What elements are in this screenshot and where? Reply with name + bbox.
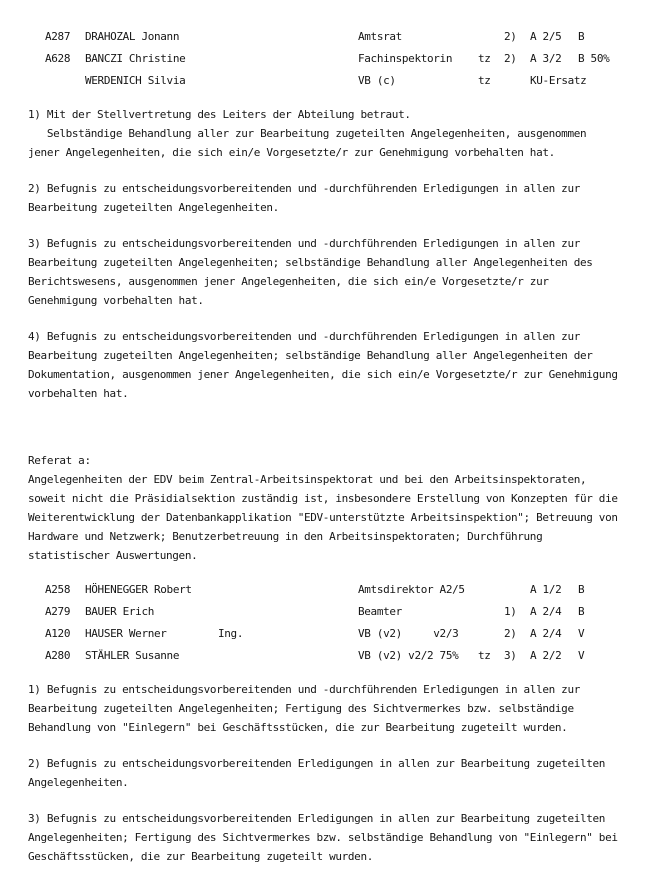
footnote-paragraph-5 bbox=[28, 680, 628, 737]
staff-code: A258 bbox=[45, 583, 71, 596]
staff-title: Amtsrat bbox=[358, 30, 402, 43]
text-line: 3) Befugnis zu entscheidungsvorbereitenden und -durchführenden Erledigungen in allen zur bbox=[28, 237, 580, 250]
staff-tz bbox=[478, 601, 504, 623]
text-line: Angelegenheiten. bbox=[28, 776, 129, 789]
staff-name: BANCZI Christine bbox=[85, 52, 186, 65]
staff-extra bbox=[218, 579, 358, 601]
text-line: 4) Befugnis zu entscheidungsvorbereitenden und -durchführenden Erledigungen in allen zur bbox=[28, 330, 580, 343]
staff-code: A280 bbox=[45, 649, 71, 662]
staff-grade: A 1/2 bbox=[530, 583, 562, 596]
staff-name: WERDENICH Silvia bbox=[85, 74, 186, 87]
staff-extra bbox=[218, 48, 358, 70]
footnote-paragraph-7 bbox=[28, 809, 628, 866]
staff-title: VB (c) bbox=[358, 74, 396, 87]
staff-table-top bbox=[45, 26, 628, 92]
staff-category bbox=[578, 70, 628, 92]
text-line: Angelegenheiten der EDV beim Zentral-Arbeitsinspektorat und bei den Arbeitsinspektoraten, bbox=[28, 473, 587, 486]
text-line: jener Angelegenheiten, die sich ein/e Vorgesetzte/r zur Genehmigung vorbehalten hat. bbox=[28, 146, 555, 159]
footnote-paragraph-3 bbox=[28, 234, 628, 310]
staff-name: HÖHENEGGER Robert bbox=[85, 583, 192, 596]
staff-grade: A 2/4 bbox=[530, 627, 562, 640]
staff-tz: tz bbox=[478, 74, 491, 87]
staff-row bbox=[45, 623, 628, 645]
referat-heading: Referat a: bbox=[28, 454, 91, 467]
staff-note bbox=[504, 70, 530, 92]
text-line: 1) Mit der Stellvertretung des Leiters der Abteilung betraut. bbox=[28, 108, 411, 121]
staff-category: B 50% bbox=[578, 52, 610, 65]
staff-grade: KU-Ersatz bbox=[530, 74, 587, 87]
staff-note: 2) bbox=[504, 30, 517, 43]
text-line: Geschäftsstücken, die zur Bearbeitung zugeteilt wurden. bbox=[28, 850, 373, 863]
staff-name: BAUER Erich bbox=[85, 605, 154, 618]
footnote-paragraph-2 bbox=[28, 179, 628, 217]
text-line: Hardware und Netzwerk; Benutzerbetreuung in den Arbeitsinspektoraten; Durchführung bbox=[28, 530, 543, 543]
staff-category: V bbox=[578, 627, 585, 640]
text-line: 2) Befugnis zu entscheidungsvorbereitenden Erledigungen in allen zur Bearbeitung zugeteilten bbox=[28, 757, 606, 770]
staff-note: 2) bbox=[504, 52, 517, 65]
staff-name: HAUSER Werner bbox=[85, 627, 167, 640]
staff-title: VB (v2) v2/3 bbox=[358, 627, 459, 640]
staff-title: Fachinspektorin bbox=[358, 52, 453, 65]
staff-tz bbox=[478, 623, 504, 645]
staff-tz: tz bbox=[478, 649, 491, 662]
staff-extra bbox=[218, 26, 358, 48]
staff-category: B bbox=[578, 583, 585, 596]
staff-table-bottom bbox=[45, 579, 628, 667]
staff-extra bbox=[218, 70, 358, 92]
text-line: Bearbeitung zugeteilten Angelegenheiten. bbox=[28, 201, 279, 214]
staff-row bbox=[45, 26, 628, 48]
staff-grade: A 2/4 bbox=[530, 605, 562, 618]
staff-name: DRAHOZAL Jonann bbox=[85, 30, 180, 43]
referat-section bbox=[28, 451, 628, 565]
staff-code: A628 bbox=[45, 52, 71, 65]
staff-title: Beamter bbox=[358, 605, 402, 618]
staff-code: A287 bbox=[45, 30, 71, 43]
staff-extra bbox=[218, 645, 358, 667]
staff-note: 2) bbox=[504, 627, 517, 640]
text-line: Selbständige Behandlung aller zur Bearbeitung zugeteilten Angelegenheiten, ausgenommen bbox=[28, 127, 587, 140]
text-line: Bearbeitung zugeteilten Angelegenheiten; Fertigung des Sichtvermerkes bzw. selbständige bbox=[28, 702, 574, 715]
staff-grade: A 2/2 bbox=[530, 649, 562, 662]
staff-grade: A 2/5 bbox=[530, 30, 562, 43]
staff-note: 3) bbox=[504, 649, 517, 662]
footnote-paragraph-6 bbox=[28, 754, 628, 792]
staff-category: B bbox=[578, 605, 585, 618]
footnote-paragraph-1 bbox=[28, 105, 628, 162]
text-line: 3) Befugnis zu entscheidungsvorbereitenden Erledigungen in allen zur Bearbeitung zugeteilten bbox=[28, 812, 606, 825]
staff-category: B bbox=[578, 30, 585, 43]
text-line: Bearbeitung zugeteilten Angelegenheiten; selbständige Behandlung aller Angelegenheiten der bbox=[28, 349, 593, 362]
footnote-paragraph-4 bbox=[28, 327, 628, 403]
staff-row bbox=[45, 70, 628, 92]
staff-row bbox=[45, 48, 628, 70]
staff-row bbox=[45, 579, 628, 601]
staff-row bbox=[45, 601, 628, 623]
staff-title: Amtsdirektor A2/5 bbox=[358, 583, 465, 596]
staff-title: VB (v2) v2/2 75% bbox=[358, 649, 459, 662]
text-line: Behandlung von "Einlegern" bei Geschäftsstücken, die zur Bearbeitung zugeteilt wurden. bbox=[28, 721, 568, 734]
text-line: Dokumentation, ausgenommen jener Angelegenheiten, die sich ein/e Vorgesetzte/r zur Genehmigung bbox=[28, 368, 618, 381]
staff-grade: A 3/2 bbox=[530, 52, 562, 65]
text-line: Angelegenheiten; Fertigung des Sichtvermerkes bzw. selbständige Behandlung von "Einlegern" bei bbox=[28, 831, 618, 844]
staff-tz bbox=[478, 579, 504, 601]
text-line: 2) Befugnis zu entscheidungsvorbereitenden und -durchführenden Erledigungen in allen zur bbox=[28, 182, 580, 195]
staff-row bbox=[45, 645, 628, 667]
text-line: statistischer Auswertungen. bbox=[28, 549, 198, 562]
staff-code bbox=[45, 70, 85, 92]
text-line: Bearbeitung zugeteilten Angelegenheiten; selbständige Behandlung aller Angelegenheiten des bbox=[28, 256, 593, 269]
staff-extra bbox=[218, 601, 358, 623]
staff-tz: tz bbox=[478, 52, 491, 65]
staff-code: A279 bbox=[45, 605, 71, 618]
staff-category: V bbox=[578, 649, 585, 662]
staff-extra: Ing. bbox=[218, 627, 244, 640]
staff-note bbox=[504, 579, 530, 601]
staff-tz bbox=[478, 26, 504, 48]
staff-code: A120 bbox=[45, 627, 71, 640]
text-line: 1) Befugnis zu entscheidungsvorbereitenden und -durchführenden Erledigungen in allen zur bbox=[28, 683, 580, 696]
staff-note: 1) bbox=[504, 605, 517, 618]
text-line: soweit nicht die Präsidialsektion zuständig ist, insbesondere Erstellung von Konzepten für die bbox=[28, 492, 618, 505]
text-line: Weiterentwicklung der Datenbankapplikation "EDV-unterstützte Arbeitsinspektion"; Betreuung von bbox=[28, 511, 618, 524]
text-line: Genehmigung vorbehalten hat. bbox=[28, 294, 204, 307]
text-line: vorbehalten hat. bbox=[28, 387, 129, 400]
text-line: Berichtswesens, ausgenommen jener Angelegenheiten, die sich ein/e Vorgesetzte/r zur bbox=[28, 275, 549, 288]
staff-name: STÄHLER Susanne bbox=[85, 649, 180, 662]
